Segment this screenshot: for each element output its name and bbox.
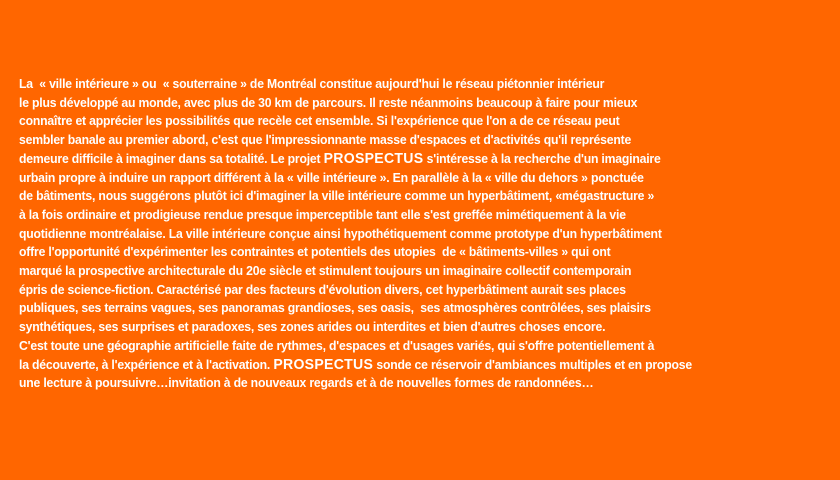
text-line: connaître et apprécier les possibilités que recèle cet ensemble. Si l'expérience que l'on a de ce réseau peut bbox=[19, 114, 620, 129]
text-line: marqué la prospective architecturale du 20e siècle et stimulent toujours un imaginaire collectif contemporain bbox=[19, 264, 632, 279]
text-line: synthétiques, ses surprises et paradoxes, ses zones arides ou interdites et bien d'autres choses encore. bbox=[19, 320, 606, 335]
text-line: à la fois ordinaire et prodigieuse rendue presque imperceptible tant elle s'est greffée mimétiquement à la vie bbox=[19, 207, 626, 222]
text-line: publiques, ses terrains vagues, ses panoramas grandioses, ses oasis, ses atmosphères contrôlées, ses plaisirs bbox=[19, 301, 651, 316]
text-line: de bâtiments, nous suggérons plutôt ici d'imaginer la ville intérieure comme un hyperbâtiment, «mégastructure » bbox=[19, 189, 655, 204]
text-line: une lecture à poursuivre…invitation à de nouveaux regards et à de nouvelles formes de randonnées… bbox=[19, 376, 594, 391]
text-segment: demeure difficile à imaginer dans sa totalité. Le projet bbox=[19, 151, 324, 166]
text-line: urbain propre à induire un rapport différent à la « ville intérieure ». En parallèle à la « ville du dehors » ponctuée bbox=[19, 170, 644, 185]
prospectus-brand: PROSPECTUS bbox=[273, 356, 374, 373]
prospectus-brand: PROSPECTUS bbox=[323, 150, 424, 167]
text-line: sembler banale au premier abord, c'est que l'impressionnante masse d'espaces et d'activités qu'il représente bbox=[19, 133, 632, 148]
text-line: épris de science-fiction. Caractérisé par des facteurs d'évolution divers, cet hyperbâtiment aurait ses places bbox=[19, 282, 626, 297]
text-line: La « ville intérieure » ou « souterraine » de Montréal constitue aujourd'hui le réseau piétonnier intérieur bbox=[19, 77, 605, 91]
text-segment: sonde ce réservoir d'ambiances multiples et en propose bbox=[373, 357, 692, 372]
text-segment: la découverte, à l'expérience et à l'activation. bbox=[19, 357, 274, 372]
text-line: le plus développé au monde, avec plus de 30 km de parcours. Il reste néanmoins beaucoup à faire pour mieux bbox=[19, 95, 638, 110]
body-text bbox=[19, 75, 810, 393]
text-line: offre l'opportunité d'expérimenter les contraintes et potentiels des utopies de « bâtiments-villes » qui ont bbox=[19, 245, 611, 260]
text-line bbox=[19, 150, 810, 169]
text-segment: s'intéresse à la recherche d'un imaginaire bbox=[423, 151, 661, 166]
text-line bbox=[19, 356, 810, 375]
text-line: quotidienne montréalaise. La ville intérieure conçue ainsi hypothétiquement comme prototype d'un hyperbâtiment bbox=[19, 226, 662, 241]
text-line: C'est toute une géographie artificielle faite de rythmes, d'espaces et d'usages variés, qui s'offre potentiellement à bbox=[19, 338, 655, 353]
